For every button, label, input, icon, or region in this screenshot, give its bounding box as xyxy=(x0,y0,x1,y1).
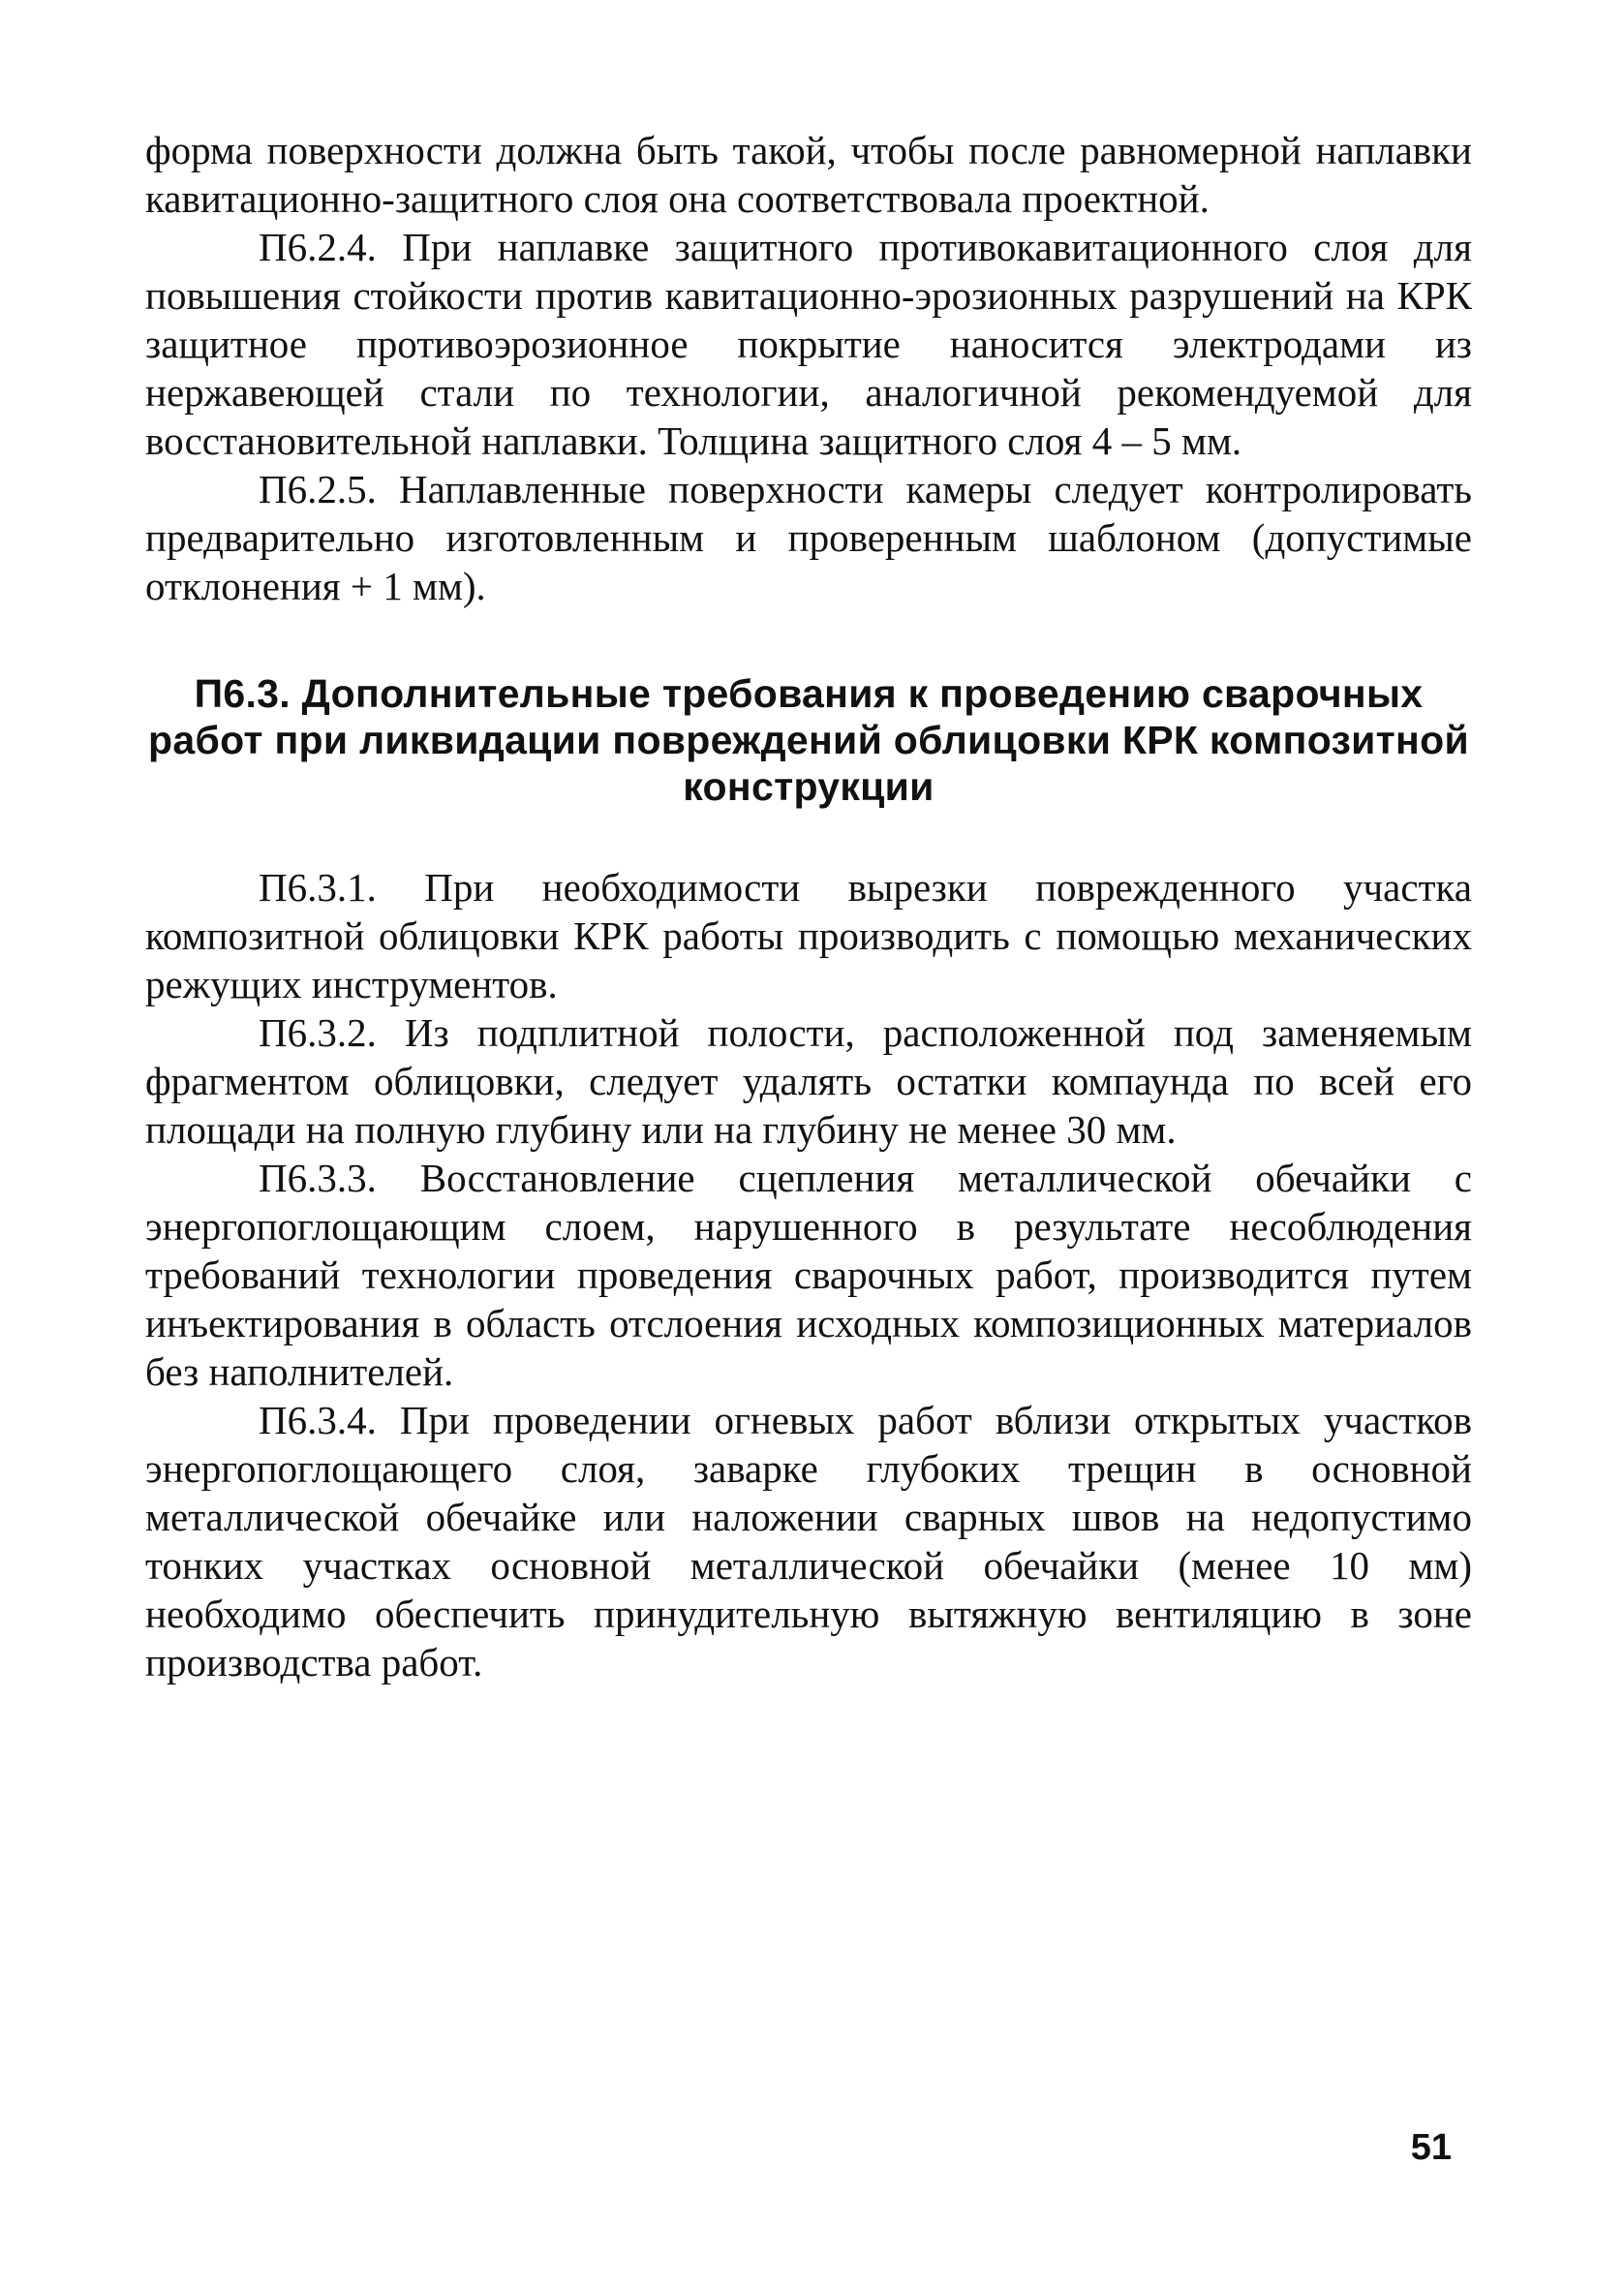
paragraph-p6-3-4: П6.3.4. При проведении огневых работ вблизи открытых участков энергопоглощающего слоя, заварке глубоких трещин в основной металлической обечайке или наложении сварных швов на недопустимо тонких участках основной металлической обечайки (менее 10 мм) необходимо обеспечить принудительную вытяжную вентиляцию в зоне производства работ. xyxy=(145,1398,1472,1685)
paragraph-p6-3-1: П6.3.1. При необходимости вырезки поврежденного участка композитной облицовки КРК работы производить с помощью механических режущих инструментов. xyxy=(145,865,1472,1006)
paragraph-p6-2-4: П6.2.4. При наплавке защитного противокавитационного слоя для повышения стойкости против кавитационно-эрозионных разрушений на КРК защитное противоэрозионное покрытие наносится электродами из нержавеющей стали по технологии, аналогичной рекомендуемой для восстановительной наплавки. Толщина защитного слоя 4 – 5 мм. xyxy=(145,225,1472,463)
paragraph-p6-3-2: П6.3.2. Из подплитной полости, расположенной под заменяемым фрагментом облицовки, следует удалять остатки компаунда по всей его площади на полную глубину или на глубину не менее 30 мм. xyxy=(145,1010,1472,1152)
section-heading-p6-3: П6.3. Дополнительные требования к проведению сварочных работ при ликвидации повреждений облицовки КРК композитной конструкции xyxy=(148,671,1469,809)
page-number: 51 xyxy=(1410,2127,1452,2168)
document-page xyxy=(145,126,1472,1686)
paragraph-p6-2-5: П6.2.5. Наплавленные поверхности камеры следует контролировать предварительно изготовленным и проверенным шаблоном (допустимые отклонения + 1 мм). xyxy=(145,467,1472,608)
continuation-paragraph: форма поверхности должна быть такой, чтобы после равномерной наплавки кавитационно-защитного слоя она соответствовала проектной. xyxy=(145,128,1472,221)
paragraph-p6-3-3: П6.3.3. Восстановление сцепления металлической обечайки с энергопоглощающим слоем, нарушенного в результате несоблюдения требований технологии проведения сварочных работ, производится путем инъектирования в область отслоения исходных композиционных материалов без наполнителей. xyxy=(145,1156,1472,1394)
